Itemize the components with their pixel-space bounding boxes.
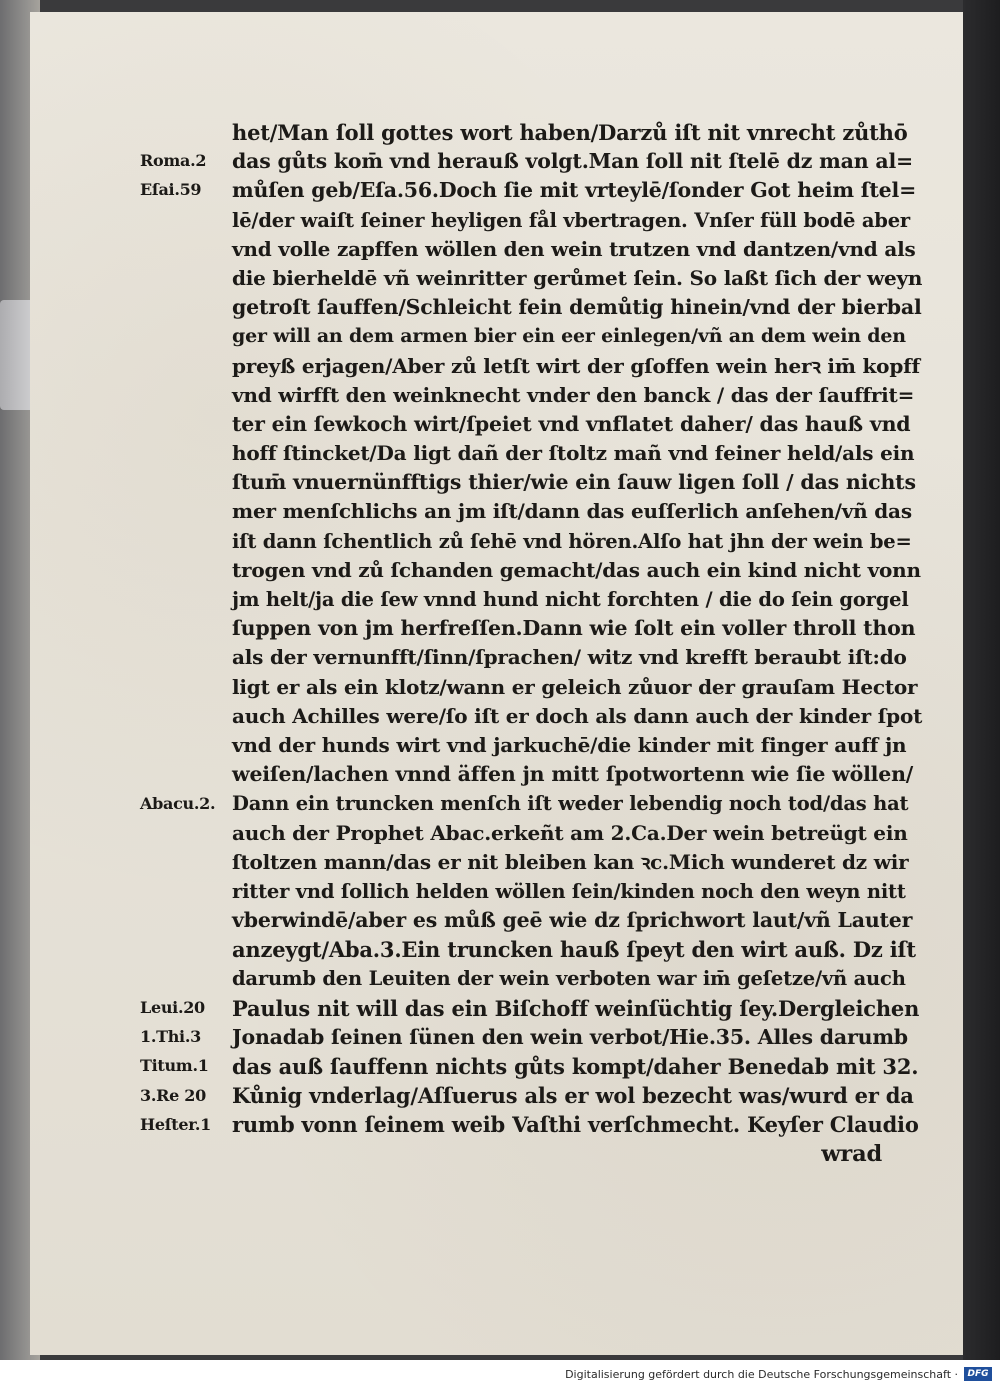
- text-line: het/Man ſoll gottes wort haben/Darzů iſt nit vnrecht zůthō: [232, 120, 908, 145]
- text-line: die bierheldē vñ weinritter gerůmet ſein. So laßt ſich der weyn: [232, 265, 923, 290]
- text-line: mer menſchlichs an jm iſt/dann das euſſerlich anſehen/vñ das: [232, 499, 912, 524]
- margin-note: Eſai.59: [140, 180, 202, 200]
- margin-note: Heſter.1: [140, 1114, 212, 1134]
- text-line: Kůnig vnderlag/Aſſuerus als er wol bezecht was/wurd er da: [232, 1083, 914, 1109]
- text-line: iſt dann ſchentlich zů ſehē vnd hören.Alſo hat jhn der wein be=: [232, 529, 912, 553]
- catchword: wrad: [821, 1140, 882, 1167]
- funding-notice: Digitalisierung gefördert durch die Deutsche Forschungsgemeinschaft ·: [565, 1368, 958, 1381]
- margin-note: Titum.1: [140, 1056, 209, 1076]
- text-line: vberwindē/aber es můß geē wie dz ſprichwort laut/vñ Lauter: [232, 908, 913, 933]
- text-line: Dann ein truncken menſch iſt weder lebendig noch tod/das hat: [232, 792, 909, 816]
- text-line: das gůts kom̄ vnd herauß volgt.Man ſoll nit ſtelē dz man al=: [232, 149, 914, 174]
- text-line: darumb den Leuiten der wein verboten war im̄ geſetze/vñ auch: [232, 967, 906, 991]
- margin-note: Abacu.2.: [140, 793, 216, 813]
- text-line: ritter vnd ſollich helden wöllen ſein/kinden noch den weyn nitt: [232, 879, 906, 903]
- text-line: preyß erjagen/Aber zů letſt wirt der gſoffen wein herꝛ im̄ kopff: [232, 353, 920, 378]
- text-line: jm helt/ja die ſew vnnd hund nicht forchten / die do ſein gorgel: [232, 588, 909, 611]
- text-line: rumb vonn ſeinem weib Vaſthi verſchmecht. Keyſer Claudio: [232, 1112, 919, 1138]
- text-line: auch Achilles were/ſo iſt er doch als dann auch der kinder ſpot: [232, 703, 923, 728]
- dfg-logo-icon: DFG: [964, 1367, 992, 1381]
- text-line: als der vernunfft/ſinn/ſprachen/ witz vnd krefft beraubt iſt:do: [232, 645, 907, 670]
- text-line: ter ein ſewkoch wirt/ſpeiet vnd vnflatet daher/ das hauß vnd: [232, 411, 911, 436]
- text-line: vnd volle zapffen wöllen den wein trutzen vnd dantzen/vnd als: [232, 236, 916, 261]
- text-line: lē/der waiſt ſeiner heyligen fål vbertragen. Vnſer füll bodē aber: [232, 208, 910, 232]
- text-line: ſtum̄ vnuernünfftigs thier/wie ein ſauw ligen ſoll / das nichts: [232, 470, 916, 495]
- text-line: můſen geb/Eſa.56.Doch ſie mit vrteylē/ſonder Got heim ſtel=: [232, 178, 917, 203]
- page-edge: [963, 0, 1000, 1360]
- text-line: ſuppen von jm herfreſſen.Dann wie ſolt ein voller throll thon: [232, 616, 916, 641]
- text-line: Paulus nit will das ein Biſchoff weinſüchtig ſey.Dergleichen: [232, 995, 920, 1021]
- text-line: weiſen/lachen vnnd äffen jn mitt ſpotwortenn wie ſie wöllen/: [232, 762, 914, 787]
- text-line: vnd der hunds wirt vnd jarkuchē/die kinder mit finger auff jn: [232, 732, 907, 757]
- text-line: vnd wirfft den weinknecht vnder den banck / das der ſauffrit=: [232, 382, 915, 407]
- text-line: ger will an dem armen bier ein eer einlegen/vñ an dem wein den: [232, 325, 906, 348]
- margin-note: Leui.20: [140, 998, 205, 1017]
- text-line: ſtoltzen mann/das er nit bleiben kan ꝛc.Mich wunderet dz wir: [232, 849, 909, 874]
- text-line: hoff ſtincket/Da ligt dañ der ſtoltz mañ vnd feiner held/als ein: [232, 441, 915, 466]
- margin-note: 3.Re 20: [140, 1085, 206, 1105]
- text-line: Jonadab ſeinen ſünen den wein verbot/Hie.35. Alles darumb: [232, 1024, 908, 1049]
- text-line: auch der Prophet Abac.erkeñt am 2.Ca.Der wein betreügt ein: [232, 820, 908, 845]
- text-line: das auß ſauffenn nichts gůts kompt/daher Benedab mit 32.: [232, 1054, 919, 1079]
- text-line: getroſt ſauffen/Schleicht fein demůtig hinein/vnd der bierbal: [232, 295, 922, 320]
- page-body-text: [232, 118, 922, 1169]
- text-line: ligt er als ein klotz/wann er geleich zůuor der grauſam Hector: [232, 674, 918, 699]
- text-line: trogen vnd zů ſchanden gemacht/das auch ein kind nicht vonn: [232, 557, 921, 582]
- margin-note: Roma.2: [140, 151, 207, 171]
- text-line: anzeygt/Aba.3.Ein truncken hauß ſpeyt den wirt auß. Dz iſt: [232, 937, 916, 963]
- margin-note: 1.Thi.3: [140, 1027, 201, 1047]
